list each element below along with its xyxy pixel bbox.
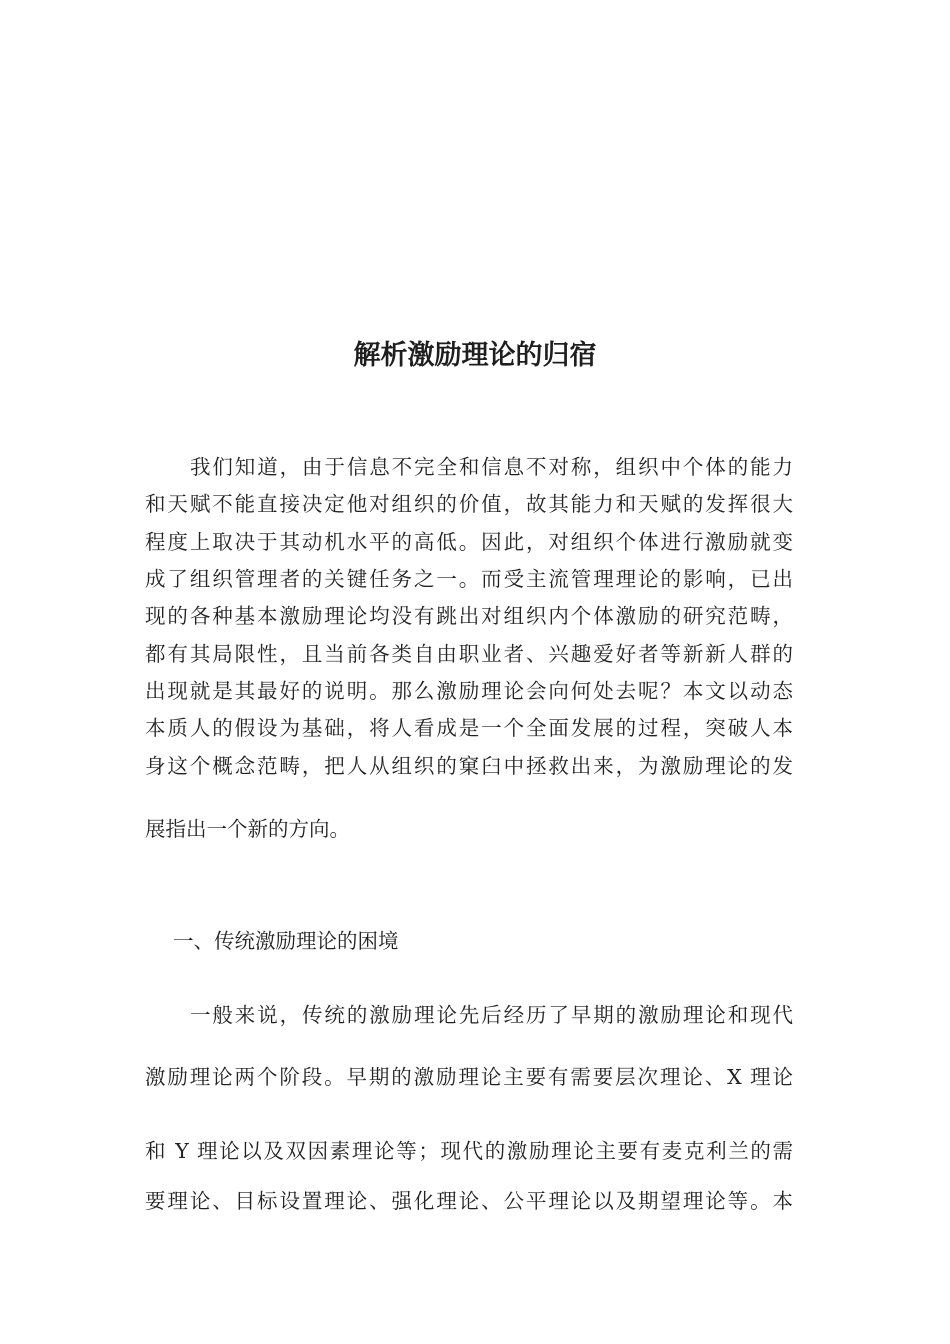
intro-line-1: 我们知道，由于信息不完全和信息不对称，组织中个体的能力 <box>190 455 793 479</box>
intro-line-7: 出现就是其最好的说明。那么激励理论会向何处去呢？本文以动态 <box>145 679 793 703</box>
intro-line-6: 都有其局限性，且当前各类自由职业者、兴趣爱好者等新新人群的 <box>145 642 793 666</box>
intro-line-8: 本质人的假设为基础，将人看成是一个全面发展的过程，突破人本 <box>145 716 793 740</box>
intro-line-3: 程度上取决于其动机水平的高低。因此，对组织个体进行激励就变 <box>145 530 793 554</box>
section1-line-1: 一般来说，传统的激励理论先后经历了早期的激励理论和现代 <box>190 1003 793 1027</box>
intro-line-5: 现的各种基本激励理论均没有跳出对组织内个体激励的研究范畴， <box>145 604 793 628</box>
section1-line-2: 激励理论两个阶段。早期的激励理论主要有需要层次理论、X 理论 <box>145 1065 793 1089</box>
section1-line-4: 要理论、目标设置理论、强化理论、公平理论以及期望理论等。本 <box>145 1189 793 1213</box>
intro-line-10: 展指出一个新的方向。 <box>145 817 350 841</box>
section-heading-1: 一、传统激励理论的困境 <box>173 929 399 953</box>
intro-line-2: 和天赋不能直接决定他对组织的价值，故其能力和天赋的发挥很大 <box>145 492 793 516</box>
intro-line-4: 成了组织管理者的关键任务之一。而受主流管理理论的影响，已出 <box>145 567 793 591</box>
intro-line-9: 身这个概念范畴，把人从组织的窠臼中拯救出来，为激励理论的发 <box>145 754 793 778</box>
section1-line-3: 和 Y 理论以及双因素理论等；现代的激励理论主要有麦克利兰的需 <box>145 1139 793 1163</box>
document-title: 解析激励理论的归宿 <box>353 340 597 371</box>
